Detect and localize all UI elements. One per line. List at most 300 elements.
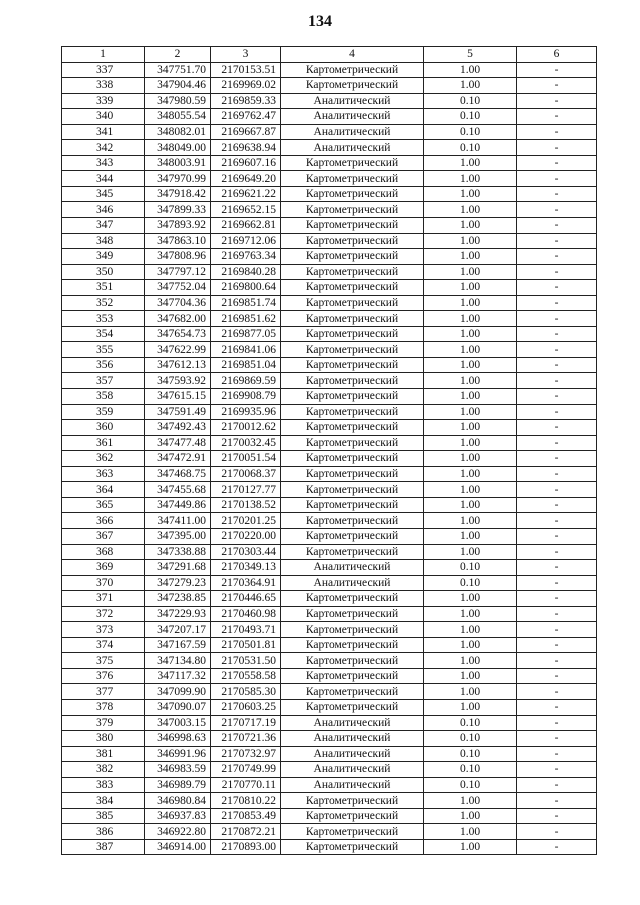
method-cell: Картометрический	[281, 839, 424, 855]
method-cell: Аналитический	[281, 575, 424, 591]
method-cell: Картометрический	[281, 435, 424, 451]
table-row	[62, 109, 597, 125]
point-number-cell: 370	[62, 575, 145, 591]
note-cell: -	[517, 389, 597, 405]
accuracy-cell: 1.00	[424, 233, 517, 249]
table-row	[62, 839, 597, 855]
accuracy-cell: 1.00	[424, 311, 517, 327]
y-coordinate-cell: 2169841.06	[211, 342, 281, 358]
method-cell: Аналитический	[281, 140, 424, 156]
accuracy-cell: 1.00	[424, 62, 517, 78]
point-number-cell: 347	[62, 218, 145, 234]
note-cell: -	[517, 653, 597, 669]
point-number-cell: 379	[62, 715, 145, 731]
x-coordinate-cell: 347893.92	[145, 218, 211, 234]
method-cell: Картометрический	[281, 591, 424, 607]
note-cell: -	[517, 746, 597, 762]
method-cell: Картометрический	[281, 544, 424, 560]
note-cell: -	[517, 606, 597, 622]
table-row	[62, 389, 597, 405]
point-number-cell: 375	[62, 653, 145, 669]
table-row	[62, 466, 597, 482]
table-row	[62, 233, 597, 249]
table-row	[62, 295, 597, 311]
y-coordinate-cell: 2169877.05	[211, 326, 281, 342]
y-coordinate-cell: 2170138.52	[211, 497, 281, 513]
point-number-cell: 350	[62, 264, 145, 280]
method-cell: Картометрический	[281, 824, 424, 840]
accuracy-cell: 0.10	[424, 93, 517, 109]
point-number-cell: 360	[62, 420, 145, 436]
method-cell: Аналитический	[281, 746, 424, 762]
method-cell: Картометрический	[281, 233, 424, 249]
x-coordinate-cell: 346922.80	[145, 824, 211, 840]
method-cell: Картометрический	[281, 155, 424, 171]
method-cell: Аналитический	[281, 560, 424, 576]
point-number-cell: 339	[62, 93, 145, 109]
method-cell: Картометрический	[281, 62, 424, 78]
point-number-cell: 384	[62, 793, 145, 809]
point-number-cell: 363	[62, 466, 145, 482]
y-coordinate-cell: 2169762.47	[211, 109, 281, 125]
y-coordinate-cell: 2170558.58	[211, 668, 281, 684]
note-cell: -	[517, 342, 597, 358]
x-coordinate-cell: 347117.32	[145, 668, 211, 684]
table-row	[62, 435, 597, 451]
method-cell: Аналитический	[281, 777, 424, 793]
point-number-cell: 383	[62, 777, 145, 793]
accuracy-cell: 1.00	[424, 155, 517, 171]
method-cell: Картометрический	[281, 420, 424, 436]
method-cell: Картометрический	[281, 218, 424, 234]
x-coordinate-cell: 347468.75	[145, 466, 211, 482]
table-row	[62, 699, 597, 715]
note-cell: -	[517, 233, 597, 249]
note-cell: -	[517, 249, 597, 265]
method-cell: Картометрический	[281, 326, 424, 342]
accuracy-cell: 1.00	[424, 264, 517, 280]
accuracy-cell: 1.00	[424, 824, 517, 840]
table-row	[62, 575, 597, 591]
accuracy-cell: 0.10	[424, 124, 517, 140]
note-cell: -	[517, 560, 597, 576]
y-coordinate-cell: 2170585.30	[211, 684, 281, 700]
x-coordinate-cell: 347291.68	[145, 560, 211, 576]
point-number-cell: 377	[62, 684, 145, 700]
note-cell: -	[517, 218, 597, 234]
method-cell: Аналитический	[281, 762, 424, 778]
note-cell: -	[517, 171, 597, 187]
table-row	[62, 78, 597, 94]
x-coordinate-cell: 347970.99	[145, 171, 211, 187]
header-cell-3: 3	[211, 47, 281, 63]
accuracy-cell: 1.00	[424, 668, 517, 684]
table-row	[62, 808, 597, 824]
note-cell: -	[517, 280, 597, 296]
x-coordinate-cell: 346937.83	[145, 808, 211, 824]
note-cell: -	[517, 357, 597, 373]
point-number-cell: 353	[62, 311, 145, 327]
note-cell: -	[517, 466, 597, 482]
table-row	[62, 746, 597, 762]
accuracy-cell: 0.10	[424, 762, 517, 778]
note-cell: -	[517, 715, 597, 731]
x-coordinate-cell: 347229.93	[145, 606, 211, 622]
accuracy-cell: 1.00	[424, 591, 517, 607]
x-coordinate-cell: 347449.86	[145, 497, 211, 513]
x-coordinate-cell: 347099.90	[145, 684, 211, 700]
point-number-cell: 359	[62, 404, 145, 420]
table-row	[62, 637, 597, 653]
x-coordinate-cell: 347612.13	[145, 357, 211, 373]
y-coordinate-cell: 2170721.36	[211, 731, 281, 747]
table-row	[62, 280, 597, 296]
accuracy-cell: 1.00	[424, 606, 517, 622]
point-number-cell: 349	[62, 249, 145, 265]
x-coordinate-cell: 347704.36	[145, 295, 211, 311]
y-coordinate-cell: 2170493.71	[211, 622, 281, 638]
x-coordinate-cell: 347492.43	[145, 420, 211, 436]
accuracy-cell: 0.10	[424, 140, 517, 156]
point-number-cell: 374	[62, 637, 145, 653]
table-row	[62, 357, 597, 373]
method-cell: Картометрический	[281, 699, 424, 715]
y-coordinate-cell: 2169851.04	[211, 357, 281, 373]
accuracy-cell: 1.00	[424, 699, 517, 715]
table-row	[62, 653, 597, 669]
point-number-cell: 356	[62, 357, 145, 373]
method-cell: Картометрический	[281, 202, 424, 218]
x-coordinate-cell: 346998.63	[145, 731, 211, 747]
accuracy-cell: 1.00	[424, 78, 517, 94]
method-cell: Картометрический	[281, 528, 424, 544]
x-coordinate-cell: 347338.88	[145, 544, 211, 560]
accuracy-cell: 0.10	[424, 715, 517, 731]
y-coordinate-cell: 2170460.98	[211, 606, 281, 622]
y-coordinate-cell: 2169662.81	[211, 218, 281, 234]
table-row	[62, 528, 597, 544]
x-coordinate-cell: 346983.59	[145, 762, 211, 778]
note-cell: -	[517, 762, 597, 778]
note-cell: -	[517, 777, 597, 793]
note-cell: -	[517, 435, 597, 451]
x-coordinate-cell: 347654.73	[145, 326, 211, 342]
x-coordinate-cell: 348003.91	[145, 155, 211, 171]
x-coordinate-cell: 346980.84	[145, 793, 211, 809]
table-row	[62, 824, 597, 840]
x-coordinate-cell: 347615.15	[145, 389, 211, 405]
note-cell: -	[517, 62, 597, 78]
point-number-cell: 342	[62, 140, 145, 156]
header-cell-4: 4	[281, 47, 424, 63]
note-cell: -	[517, 451, 597, 467]
accuracy-cell: 1.00	[424, 544, 517, 560]
header-cell-2: 2	[145, 47, 211, 63]
method-cell: Картометрический	[281, 513, 424, 529]
point-number-cell: 357	[62, 373, 145, 389]
x-coordinate-cell: 347918.42	[145, 186, 211, 202]
y-coordinate-cell: 2169621.22	[211, 186, 281, 202]
y-coordinate-cell: 2169851.74	[211, 295, 281, 311]
note-cell: -	[517, 622, 597, 638]
accuracy-cell: 1.00	[424, 218, 517, 234]
note-cell: -	[517, 264, 597, 280]
x-coordinate-cell: 347980.59	[145, 93, 211, 109]
table-row	[62, 684, 597, 700]
y-coordinate-cell: 2170364.91	[211, 575, 281, 591]
point-number-cell: 337	[62, 62, 145, 78]
point-number-cell: 346	[62, 202, 145, 218]
table-row	[62, 202, 597, 218]
method-cell: Картометрический	[281, 295, 424, 311]
accuracy-cell: 1.00	[424, 420, 517, 436]
y-coordinate-cell: 2169763.34	[211, 249, 281, 265]
note-cell: -	[517, 528, 597, 544]
accuracy-cell: 1.00	[424, 357, 517, 373]
accuracy-cell: 1.00	[424, 653, 517, 669]
x-coordinate-cell: 347904.46	[145, 78, 211, 94]
x-coordinate-cell: 347279.23	[145, 575, 211, 591]
method-cell: Картометрический	[281, 466, 424, 482]
accuracy-cell: 1.00	[424, 280, 517, 296]
method-cell: Картометрический	[281, 171, 424, 187]
point-number-cell: 358	[62, 389, 145, 405]
page-number: 134	[308, 13, 332, 30]
table-row	[62, 591, 597, 607]
accuracy-cell: 1.00	[424, 793, 517, 809]
y-coordinate-cell: 2169652.15	[211, 202, 281, 218]
x-coordinate-cell: 347591.49	[145, 404, 211, 420]
point-number-cell: 366	[62, 513, 145, 529]
y-coordinate-cell: 2169649.20	[211, 171, 281, 187]
point-number-cell: 381	[62, 746, 145, 762]
point-number-cell: 367	[62, 528, 145, 544]
method-cell: Аналитический	[281, 109, 424, 125]
note-cell: -	[517, 839, 597, 855]
method-cell: Картометрический	[281, 249, 424, 265]
note-cell: -	[517, 186, 597, 202]
accuracy-cell: 0.10	[424, 731, 517, 747]
header-cell-1: 1	[62, 47, 145, 63]
method-cell: Картометрический	[281, 482, 424, 498]
accuracy-cell: 1.00	[424, 171, 517, 187]
table-row	[62, 264, 597, 280]
y-coordinate-cell: 2170127.77	[211, 482, 281, 498]
table-row	[62, 762, 597, 778]
point-number-cell: 368	[62, 544, 145, 560]
y-coordinate-cell: 2170012.62	[211, 420, 281, 436]
table-row	[62, 451, 597, 467]
point-number-cell: 369	[62, 560, 145, 576]
x-coordinate-cell: 347682.00	[145, 311, 211, 327]
accuracy-cell: 1.00	[424, 295, 517, 311]
y-coordinate-cell: 2169638.94	[211, 140, 281, 156]
note-cell: -	[517, 513, 597, 529]
method-cell: Аналитический	[281, 731, 424, 747]
x-coordinate-cell: 347899.33	[145, 202, 211, 218]
method-cell: Картометрический	[281, 622, 424, 638]
y-coordinate-cell: 2169969.02	[211, 78, 281, 94]
table-row	[62, 140, 597, 156]
accuracy-cell: 1.00	[424, 497, 517, 513]
note-cell: -	[517, 404, 597, 420]
header-cell-6: 6	[517, 47, 597, 63]
accuracy-cell: 1.00	[424, 404, 517, 420]
method-cell: Картометрический	[281, 389, 424, 405]
x-coordinate-cell: 347455.68	[145, 482, 211, 498]
method-cell: Картометрический	[281, 357, 424, 373]
note-cell: -	[517, 684, 597, 700]
table-row	[62, 715, 597, 731]
point-number-cell: 343	[62, 155, 145, 171]
header-row	[62, 47, 597, 63]
note-cell: -	[517, 202, 597, 218]
method-cell: Аналитический	[281, 124, 424, 140]
point-number-cell: 352	[62, 295, 145, 311]
note-cell: -	[517, 326, 597, 342]
point-number-cell: 338	[62, 78, 145, 94]
note-cell: -	[517, 575, 597, 591]
point-number-cell: 340	[62, 109, 145, 125]
note-cell: -	[517, 824, 597, 840]
note-cell: -	[517, 124, 597, 140]
note-cell: -	[517, 731, 597, 747]
note-cell: -	[517, 109, 597, 125]
note-cell: -	[517, 420, 597, 436]
point-number-cell: 373	[62, 622, 145, 638]
y-coordinate-cell: 2170349.13	[211, 560, 281, 576]
x-coordinate-cell: 348055.54	[145, 109, 211, 125]
accuracy-cell: 0.10	[424, 746, 517, 762]
y-coordinate-cell: 2170220.00	[211, 528, 281, 544]
table-row	[62, 249, 597, 265]
x-coordinate-cell: 346989.79	[145, 777, 211, 793]
accuracy-cell: 0.10	[424, 560, 517, 576]
point-number-cell: 382	[62, 762, 145, 778]
table-row	[62, 482, 597, 498]
accuracy-cell: 0.10	[424, 575, 517, 591]
accuracy-cell: 1.00	[424, 373, 517, 389]
table-row	[62, 342, 597, 358]
method-cell: Картометрический	[281, 311, 424, 327]
method-cell: Картометрический	[281, 793, 424, 809]
point-number-cell: 361	[62, 435, 145, 451]
y-coordinate-cell: 2169869.59	[211, 373, 281, 389]
y-coordinate-cell: 2170531.50	[211, 653, 281, 669]
y-coordinate-cell: 2170153.51	[211, 62, 281, 78]
y-coordinate-cell: 2170749.99	[211, 762, 281, 778]
accuracy-cell: 1.00	[424, 839, 517, 855]
method-cell: Картометрический	[281, 342, 424, 358]
table-row	[62, 171, 597, 187]
point-number-cell: 378	[62, 699, 145, 715]
accuracy-cell: 1.00	[424, 482, 517, 498]
accuracy-cell: 1.00	[424, 389, 517, 405]
method-cell: Картометрический	[281, 451, 424, 467]
x-coordinate-cell: 347134.80	[145, 653, 211, 669]
x-coordinate-cell: 347593.92	[145, 373, 211, 389]
y-coordinate-cell: 2170303.44	[211, 544, 281, 560]
table-row	[62, 420, 597, 436]
y-coordinate-cell: 2170810.22	[211, 793, 281, 809]
method-cell: Картометрический	[281, 78, 424, 94]
note-cell: -	[517, 699, 597, 715]
method-cell: Картометрический	[281, 653, 424, 669]
point-number-cell: 355	[62, 342, 145, 358]
table-row	[62, 560, 597, 576]
y-coordinate-cell: 2169667.87	[211, 124, 281, 140]
x-coordinate-cell: 347003.15	[145, 715, 211, 731]
accuracy-cell: 1.00	[424, 342, 517, 358]
accuracy-cell: 1.00	[424, 451, 517, 467]
point-number-cell: 372	[62, 606, 145, 622]
y-coordinate-cell: 2169607.16	[211, 155, 281, 171]
accuracy-cell: 1.00	[424, 528, 517, 544]
method-cell: Картометрический	[281, 373, 424, 389]
table-row	[62, 606, 597, 622]
note-cell: -	[517, 140, 597, 156]
table-row	[62, 186, 597, 202]
x-coordinate-cell: 346991.96	[145, 746, 211, 762]
accuracy-cell: 1.00	[424, 684, 517, 700]
point-number-cell: 371	[62, 591, 145, 607]
y-coordinate-cell: 2170201.25	[211, 513, 281, 529]
point-number-cell: 354	[62, 326, 145, 342]
point-number-cell: 348	[62, 233, 145, 249]
table-row	[62, 497, 597, 513]
accuracy-cell: 1.00	[424, 249, 517, 265]
note-cell: -	[517, 544, 597, 560]
accuracy-cell: 1.00	[424, 202, 517, 218]
x-coordinate-cell: 347472.91	[145, 451, 211, 467]
note-cell: -	[517, 155, 597, 171]
note-cell: -	[517, 78, 597, 94]
x-coordinate-cell: 347167.59	[145, 637, 211, 653]
table-row	[62, 777, 597, 793]
y-coordinate-cell: 2170603.25	[211, 699, 281, 715]
y-coordinate-cell: 2169935.96	[211, 404, 281, 420]
x-coordinate-cell: 347477.48	[145, 435, 211, 451]
accuracy-cell: 1.00	[424, 466, 517, 482]
x-coordinate-cell: 348082.01	[145, 124, 211, 140]
method-cell: Аналитический	[281, 715, 424, 731]
y-coordinate-cell: 2170068.37	[211, 466, 281, 482]
y-coordinate-cell: 2170872.21	[211, 824, 281, 840]
point-number-cell: 344	[62, 171, 145, 187]
y-coordinate-cell: 2170051.54	[211, 451, 281, 467]
y-coordinate-cell: 2170732.97	[211, 746, 281, 762]
point-number-cell: 364	[62, 482, 145, 498]
accuracy-cell: 0.10	[424, 777, 517, 793]
point-number-cell: 386	[62, 824, 145, 840]
accuracy-cell: 1.00	[424, 186, 517, 202]
point-number-cell: 376	[62, 668, 145, 684]
method-cell: Картометрический	[281, 606, 424, 622]
table-row	[62, 326, 597, 342]
y-coordinate-cell: 2170446.65	[211, 591, 281, 607]
note-cell: -	[517, 793, 597, 809]
table-row	[62, 793, 597, 809]
table-row	[62, 124, 597, 140]
note-cell: -	[517, 482, 597, 498]
y-coordinate-cell: 2169840.28	[211, 264, 281, 280]
point-number-cell: 345	[62, 186, 145, 202]
x-coordinate-cell: 347751.70	[145, 62, 211, 78]
x-coordinate-cell: 347808.96	[145, 249, 211, 265]
method-cell: Картометрический	[281, 684, 424, 700]
method-cell: Аналитический	[281, 93, 424, 109]
table-row	[62, 93, 597, 109]
